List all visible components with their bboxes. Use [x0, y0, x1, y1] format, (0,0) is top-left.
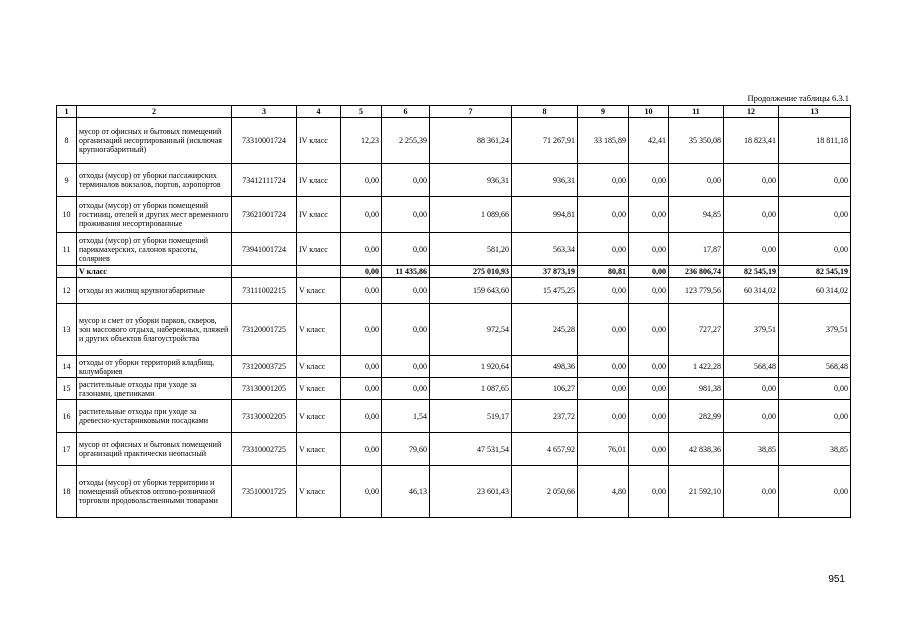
table-body [57, 118, 851, 518]
value-cell: 0,00 [629, 356, 669, 378]
fkko-code-cell: 73412111724 [232, 164, 297, 197]
value-cell: 0,00 [629, 278, 669, 304]
value-cell: 33 185,89 [578, 118, 629, 164]
value-cell: 0,00 [341, 356, 382, 378]
page-number: 951 [828, 574, 845, 585]
fkko-code-cell: 73120003725 [232, 356, 297, 378]
value-cell: 0,00 [341, 164, 382, 197]
waste-name-cell: отходы (мусор) от уборки пассажирских терминалов вокзалов, портов, аэропортов [77, 164, 232, 197]
value-cell: 981,38 [669, 378, 724, 400]
hazard-class-cell: V класс [297, 466, 341, 518]
column-header: 11 [669, 106, 724, 118]
fkko-code-cell [232, 266, 297, 278]
value-cell: 159 643,60 [430, 278, 512, 304]
value-cell: 275 010,93 [430, 266, 512, 278]
column-header: 12 [724, 106, 779, 118]
value-cell: 1 422,28 [669, 356, 724, 378]
value-cell: 38,85 [724, 433, 779, 466]
table-row [57, 433, 851, 466]
row-number-cell: 16 [57, 400, 77, 433]
value-cell: 71 267,91 [512, 118, 578, 164]
value-cell: 0,00 [341, 466, 382, 518]
value-cell: 0,00 [341, 378, 382, 400]
value-cell: 0,00 [779, 400, 851, 433]
value-cell: 15 475,25 [512, 278, 578, 304]
hazard-class-cell: V класс [297, 433, 341, 466]
value-cell: 2 050,66 [512, 466, 578, 518]
value-cell: 123 779,56 [669, 278, 724, 304]
value-cell: 60 314,02 [724, 278, 779, 304]
value-cell: 0,00 [341, 433, 382, 466]
hazard-class-cell: V класс [297, 400, 341, 433]
column-header: 3 [232, 106, 297, 118]
fkko-code-cell: 73120001725 [232, 304, 297, 356]
hazard-class-cell: V класс [297, 378, 341, 400]
fkko-code-cell: 73941001724 [232, 233, 297, 266]
value-cell: 21 592,10 [669, 466, 724, 518]
value-cell: 0,00 [629, 233, 669, 266]
value-cell: 0,00 [578, 356, 629, 378]
value-cell: 0,00 [341, 400, 382, 433]
value-cell: 379,51 [724, 304, 779, 356]
table-row [57, 356, 851, 378]
column-header: 13 [779, 106, 851, 118]
column-header: 4 [297, 106, 341, 118]
value-cell: 0,00 [382, 378, 430, 400]
value-cell: 0,00 [578, 233, 629, 266]
column-header: 6 [382, 106, 430, 118]
fkko-code-cell: 73130002205 [232, 400, 297, 433]
row-number-cell: 14 [57, 356, 77, 378]
column-header: 8 [512, 106, 578, 118]
table-row [57, 233, 851, 266]
table-row [57, 197, 851, 233]
value-cell: 42,41 [629, 118, 669, 164]
value-cell: 80,81 [578, 266, 629, 278]
value-cell: 17,87 [669, 233, 724, 266]
value-cell: 0,00 [341, 197, 382, 233]
value-cell: 0,00 [341, 233, 382, 266]
table-row [57, 164, 851, 197]
value-cell: 35 350,08 [669, 118, 724, 164]
value-cell: 0,00 [629, 466, 669, 518]
waste-name-cell: мусор от офисных и бытовых помещений организаций практически неопасный [77, 433, 232, 466]
value-cell: 0,00 [382, 197, 430, 233]
value-cell: 37 873,19 [512, 266, 578, 278]
value-cell: 563,34 [512, 233, 578, 266]
value-cell: 42 838,36 [669, 433, 724, 466]
value-cell: 0,00 [724, 378, 779, 400]
hazard-class-cell: IV класс [297, 233, 341, 266]
value-cell: 0,00 [578, 278, 629, 304]
value-cell: 237,72 [512, 400, 578, 433]
table-row [57, 304, 851, 356]
waste-name-cell: V класс [77, 266, 232, 278]
row-number-cell: 12 [57, 278, 77, 304]
hazard-class-cell: V класс [297, 304, 341, 356]
value-cell: 0,00 [779, 233, 851, 266]
value-cell: 0,00 [779, 378, 851, 400]
value-cell: 0,00 [578, 400, 629, 433]
waste-name-cell: растительные отходы при уходе за древесно-кустарниковыми посадками [77, 400, 232, 433]
value-cell: 994,81 [512, 197, 578, 233]
value-cell: 0,00 [341, 266, 382, 278]
value-cell: 18 811,18 [779, 118, 851, 164]
value-cell: 46,13 [382, 466, 430, 518]
value-cell: 76,01 [578, 433, 629, 466]
fkko-code-cell: 73310001724 [232, 118, 297, 164]
value-cell: 0,00 [629, 197, 669, 233]
column-header: 1 [57, 106, 77, 118]
value-cell: 519,17 [430, 400, 512, 433]
waste-name-cell: отходы из жилищ крупногабаритные [77, 278, 232, 304]
fkko-code-cell: 73111002215 [232, 278, 297, 304]
value-cell: 0,00 [629, 433, 669, 466]
value-cell: 245,28 [512, 304, 578, 356]
fkko-code-cell: 73130001205 [232, 378, 297, 400]
value-cell: 1 089,66 [430, 197, 512, 233]
table-row [57, 400, 851, 433]
hazard-class-cell: IV класс [297, 164, 341, 197]
value-cell: 94,85 [669, 197, 724, 233]
value-cell: 0,00 [629, 266, 669, 278]
column-header: 10 [629, 106, 669, 118]
waste-name-cell: отходы (мусор) от уборки территории и помещений объектов оптово-розничной торговли продовольственными товарами [77, 466, 232, 518]
value-cell: 0,00 [578, 378, 629, 400]
hazard-class-cell: IV класс [297, 197, 341, 233]
column-header: 5 [341, 106, 382, 118]
value-cell: 88 361,24 [430, 118, 512, 164]
value-cell: 106,27 [512, 378, 578, 400]
row-number-cell: 9 [57, 164, 77, 197]
value-cell: 11 435,86 [382, 266, 430, 278]
value-cell: 0,00 [341, 304, 382, 356]
value-cell: 282,99 [669, 400, 724, 433]
value-cell: 0,00 [382, 356, 430, 378]
hazard-class-cell [297, 266, 341, 278]
column-header: 2 [77, 106, 232, 118]
value-cell: 581,20 [430, 233, 512, 266]
value-cell: 0,00 [779, 164, 851, 197]
value-cell: 0,00 [724, 400, 779, 433]
value-cell: 18 823,41 [724, 118, 779, 164]
hazard-class-cell: V класс [297, 356, 341, 378]
value-cell: 0,00 [724, 197, 779, 233]
value-cell: 12,23 [341, 118, 382, 164]
column-header: 9 [578, 106, 629, 118]
value-cell: 568,48 [724, 356, 779, 378]
value-cell: 4 657,92 [512, 433, 578, 466]
hazard-class-cell: V класс [297, 278, 341, 304]
header-row [57, 106, 851, 118]
row-number-cell: 8 [57, 118, 77, 164]
class-subtotal-row [57, 266, 851, 278]
row-number-cell: 13 [57, 304, 77, 356]
value-cell: 0,00 [382, 304, 430, 356]
value-cell: 972,54 [430, 304, 512, 356]
row-number-cell [57, 266, 77, 278]
value-cell: 4,80 [578, 466, 629, 518]
fkko-code-cell: 73621001724 [232, 197, 297, 233]
value-cell: 0,00 [724, 233, 779, 266]
waste-name-cell: отходы (мусор) от уборки помещений парикмахерских, салонов красоты, соляриев [77, 233, 232, 266]
value-cell: 79,60 [382, 433, 430, 466]
value-cell: 0,00 [578, 304, 629, 356]
table-row [57, 278, 851, 304]
waste-name-cell: отходы (мусор) от уборки помещений гостиниц, отелей и других мест временного проживания несортированные [77, 197, 232, 233]
value-cell: 568,48 [779, 356, 851, 378]
value-cell: 1 087,65 [430, 378, 512, 400]
value-cell: 0,00 [578, 164, 629, 197]
value-cell: 0,00 [629, 400, 669, 433]
value-cell: 936,31 [512, 164, 578, 197]
value-cell: 1 920,64 [430, 356, 512, 378]
value-cell: 0,00 [341, 278, 382, 304]
row-number-cell: 18 [57, 466, 77, 518]
table-caption: Продолжение таблицы 6.3.1 [747, 93, 849, 103]
value-cell: 0,00 [382, 278, 430, 304]
row-number-cell: 15 [57, 378, 77, 400]
value-cell: 0,00 [779, 197, 851, 233]
value-cell: 60 314,02 [779, 278, 851, 304]
value-cell: 0,00 [629, 304, 669, 356]
fkko-code-cell: 73510001725 [232, 466, 297, 518]
value-cell: 498,36 [512, 356, 578, 378]
value-cell: 0,00 [724, 164, 779, 197]
value-cell: 1,54 [382, 400, 430, 433]
waste-name-cell: мусор от офисных и бытовых помещений организаций несортированный (исключая крупногабаритный) [77, 118, 232, 164]
waste-name-cell: мусор и смет от уборки парков, скверов, зон массового отдыха, набережных, пляжей и других объектов благоустройства [77, 304, 232, 356]
value-cell: 0,00 [724, 466, 779, 518]
value-cell: 38,85 [779, 433, 851, 466]
value-cell: 2 255,39 [382, 118, 430, 164]
waste-table [56, 105, 851, 518]
waste-name-cell: растительные отходы при уходе за газонами, цветниками [77, 378, 232, 400]
row-number-cell: 17 [57, 433, 77, 466]
value-cell: 0,00 [629, 378, 669, 400]
row-number-cell: 11 [57, 233, 77, 266]
value-cell: 379,51 [779, 304, 851, 356]
value-cell: 936,31 [430, 164, 512, 197]
value-cell: 236 806,74 [669, 266, 724, 278]
value-cell: 0,00 [382, 233, 430, 266]
value-cell: 23 601,43 [430, 466, 512, 518]
value-cell: 0,00 [382, 164, 430, 197]
table-row [57, 466, 851, 518]
hazard-class-cell: IV класс [297, 118, 341, 164]
fkko-code-cell: 73310002725 [232, 433, 297, 466]
value-cell: 47 531,54 [430, 433, 512, 466]
value-cell: 82 545,19 [724, 266, 779, 278]
row-number-cell: 10 [57, 197, 77, 233]
waste-name-cell: отходы от уборки территорий кладбищ, колумбариев [77, 356, 232, 378]
table-row [57, 118, 851, 164]
column-header: 7 [430, 106, 512, 118]
value-cell: 0,00 [779, 466, 851, 518]
value-cell: 0,00 [669, 164, 724, 197]
value-cell: 727,27 [669, 304, 724, 356]
table-row [57, 378, 851, 400]
value-cell: 82 545,19 [779, 266, 851, 278]
value-cell: 0,00 [629, 164, 669, 197]
value-cell: 0,00 [578, 197, 629, 233]
